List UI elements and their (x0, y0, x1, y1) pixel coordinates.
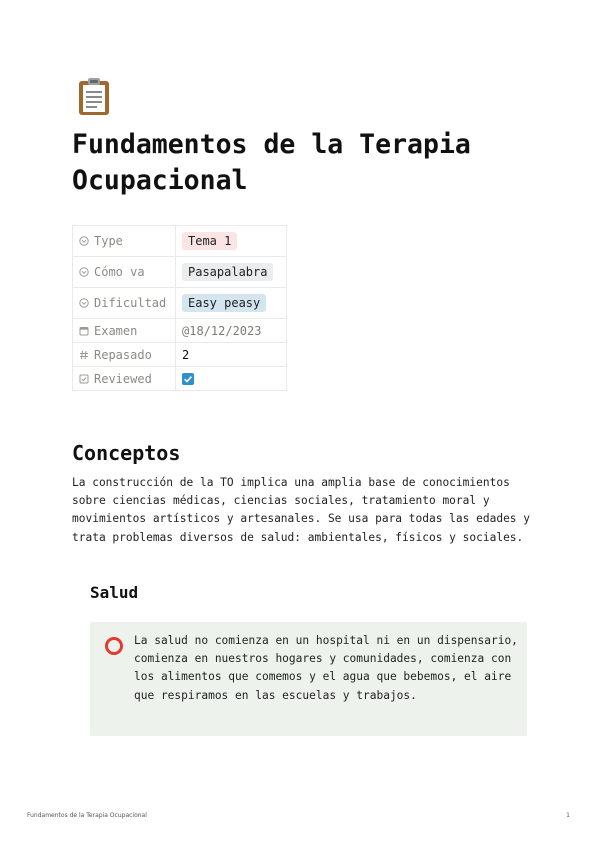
property-key: Repasado (73, 343, 176, 367)
callout-salud (90, 622, 527, 736)
reviewed-checkbox[interactable] (182, 373, 194, 385)
paragraph-conceptos: La construcción de la TO implica una amplia base de conocimientos sobre ciencias médicas, ciencias sociales, tratamiento moral y movimientos artísticos y artesanales. Se usa para todas las edades y trata problemas diversos de salud: ambientales, físicos y sociales. (72, 476, 531, 544)
property-row-examen (73, 319, 287, 343)
footer-title: Fundamentos de la Terapia Ocupacional (27, 812, 147, 819)
callout-text: La salud no comienza en un hospital ni en un dispensario, comienza en nuestros hogares y comunidades, comienza con los alimentos que comemos y el agua que bebemos, el aire que respiramos en las escuelas y trabajos. (134, 634, 518, 702)
property-value[interactable] (176, 343, 287, 367)
calendar-icon (79, 326, 89, 336)
como-va-tag[interactable]: Pasapalabra (182, 263, 273, 281)
property-row-como-va (73, 257, 287, 288)
property-value[interactable] (176, 226, 287, 257)
property-value[interactable] (176, 319, 287, 343)
property-key: Dificultad (73, 288, 176, 319)
properties-table (72, 225, 287, 391)
property-key: Examen (73, 319, 176, 343)
clipboard-icon (74, 76, 114, 116)
type-tag[interactable]: Tema 1 (182, 232, 237, 250)
property-value[interactable] (176, 257, 287, 288)
property-key: Type (73, 226, 176, 257)
property-row-reviewed (73, 367, 287, 391)
repasado-value[interactable]: 2 (182, 347, 190, 362)
property-key: Reviewed (73, 367, 176, 391)
select-icon (79, 267, 89, 277)
property-row-repasado (73, 343, 287, 367)
red-circle-icon (104, 636, 124, 656)
property-row-type (73, 226, 287, 257)
property-value[interactable] (176, 367, 287, 391)
property-value[interactable] (176, 288, 287, 319)
checkbox-icon (79, 374, 89, 384)
page-number: 1 (566, 812, 570, 819)
dificultad-tag[interactable]: Easy peasy (182, 294, 266, 312)
exam-date[interactable]: @18/12/2023 (182, 323, 262, 338)
page-title: Fundamentos de la Terapia Ocupacional (72, 129, 471, 196)
select-icon (79, 236, 89, 246)
section-heading-salud: Salud (90, 583, 139, 602)
section-heading-conceptos: Conceptos (72, 441, 181, 465)
checkmark-icon (182, 373, 194, 385)
select-icon (79, 298, 89, 308)
property-row-dificultad (73, 288, 287, 319)
property-key: Cómo va (73, 257, 176, 288)
number-icon (79, 350, 89, 360)
